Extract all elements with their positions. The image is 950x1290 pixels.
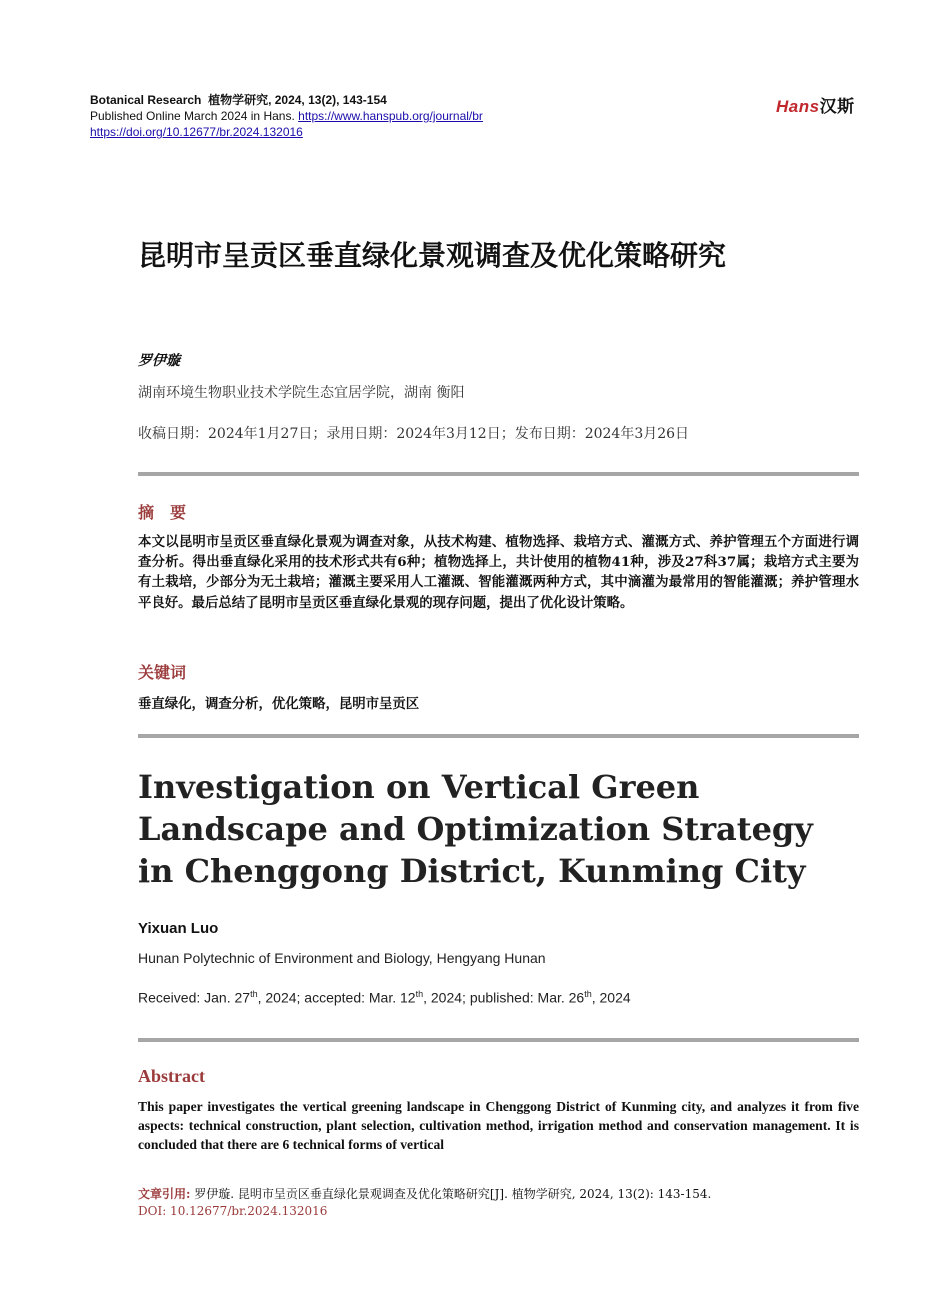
english-dates [138, 989, 631, 1006]
ordinal-suffix: th [415, 989, 424, 999]
chinese-dates: 收稿日期：2024年1月27日；录用日期：2024年3月12日；发布日期：2024年3月26日 [138, 426, 690, 442]
chinese-title: 昆明市呈贡区垂直绿化景观调查及优化策略研究 [138, 239, 727, 272]
logo-en: Hans [776, 97, 820, 116]
hans-logo [776, 92, 855, 117]
english-abstract-heading: Abstract [138, 1066, 205, 1086]
doi-url-link[interactable]: https://doi.org/10.12677/br.2024.132016 [90, 125, 303, 139]
published-text: Published Online March 2024 in Hans. [90, 109, 295, 123]
received-date: Received: Jan. 27 [138, 989, 251, 1006]
journal-url-link[interactable]: https://www.hanspub.org/journal/br [298, 109, 483, 123]
logo-cn: 汉斯 [819, 97, 855, 116]
citation-line [138, 1186, 711, 1203]
journal-name: Botanical Research [90, 93, 202, 107]
journal-line [90, 92, 483, 108]
divider-rule [138, 1038, 859, 1042]
chinese-abstract-heading: 摘 要 [138, 503, 187, 522]
english-affiliation: Hunan Polytechnic of Environment and Biology, Hengyang Hunan [138, 950, 546, 966]
citation-text: 罗伊璇. 昆明市呈贡区垂直绿化景观调查及优化策略研究[J]. 植物学研究, 2024, 13(2): 143-154. [194, 1187, 712, 1201]
citation-footer [138, 1186, 711, 1220]
english-abstract: This paper investigates the vertical greening landscape in Chenggong District of Kunming city, and analyzes it from five aspects: technical construction, plant selection, cultivation method, irrigation method and conservation management. It is concluded that there are 6 technical forms of vertical [138, 1099, 859, 1152]
chinese-keywords: 垂直绿化，调查分析，优化策略，昆明市呈贡区 [138, 696, 420, 712]
accepted-date: , 2024; accepted: Mar. 12 [257, 989, 416, 1006]
chinese-abstract: 本文以昆明市呈贡区垂直绿化景观为调查对象，从技术构建、植物选择、栽培方式、灌溉方式、养护管理五个方面进行调查分析。得出垂直绿化采用的技术形式共有6种；植物选择上，共计使用的植物41种，涉及27科37属；栽培方式主要为有土栽培，少部分为无土栽培；灌溉主要采用人工灌溉、智能灌溉两种方式，其中滴灌为最常用的智能灌溉；养护管理水平良好。最后总结了昆明市呈贡区垂直绿化景观的现存问题，提出了优化设计策略。 [138, 534, 859, 611]
divider-rule [138, 734, 859, 738]
chinese-author: 罗伊璇 [138, 353, 180, 369]
journal-header [90, 92, 483, 140]
english-author: Yixuan Luo [138, 920, 219, 937]
journal-citation: 植物学研究, 2024, 13(2), 143-154 [208, 93, 387, 107]
ordinal-suffix: th [250, 989, 258, 999]
published-year: , 2024 [591, 989, 631, 1006]
doi-line [90, 124, 483, 140]
english-title: Investigation on Vertical Green Landscape and Optimization Strategy in Chenggong District, Kunming City [138, 768, 813, 890]
chinese-keywords-heading: 关键词 [138, 663, 187, 682]
published-line [90, 108, 483, 124]
footer-doi[interactable]: DOI: 10.12677/br.2024.132016 [138, 1204, 328, 1218]
divider-rule [138, 472, 859, 476]
citation-label: 文章引用: [138, 1187, 191, 1201]
published-date: , 2024; published: Mar. 26 [423, 989, 585, 1006]
ordinal-suffix: th [584, 989, 592, 999]
chinese-affiliation: 湖南环境生物职业技术学院生态宜居学院，湖南 衡阳 [138, 385, 465, 401]
